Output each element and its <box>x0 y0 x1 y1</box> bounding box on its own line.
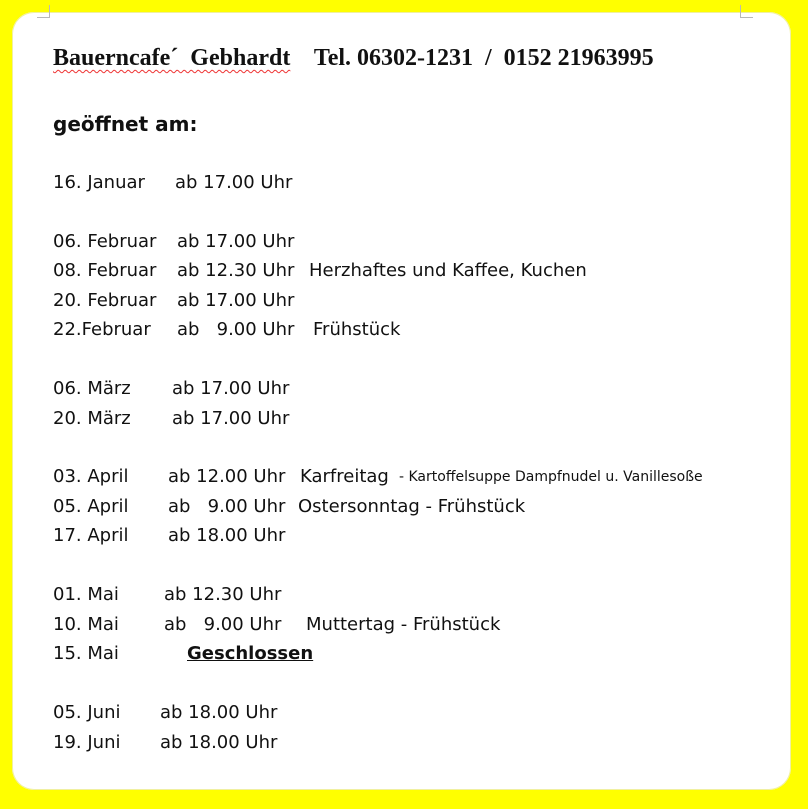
entry-date: 20. März <box>53 408 131 429</box>
entry-extra: - Kartoffelsuppe Dampfnudel u. Vanillesoße <box>399 469 703 485</box>
entry-note: Ostersonntag - Frühstück <box>298 496 526 517</box>
entry-time: ab 9.00 Uhr <box>177 319 295 340</box>
entry-time: ab 12.30 Uhr <box>177 260 295 281</box>
opened-heading: geöffnet am: <box>53 112 198 136</box>
entry-date: 06. Februar <box>53 231 157 252</box>
entry-note: Karfreitag <box>300 466 389 487</box>
entry-time: ab 18.00 Uhr <box>160 702 278 723</box>
entry-time: ab 18.00 Uhr <box>168 525 286 546</box>
entry-date: 15. Mai <box>53 643 119 664</box>
entry-date: 22.Februar <box>53 319 151 340</box>
entry-date: 10. Mai <box>53 614 119 635</box>
phone-numbers: Tel. 06302-1231 / 0152 21963995 <box>313 45 654 71</box>
entry-date: 03. April <box>53 466 129 487</box>
entry-time: ab 9.00 Uhr <box>168 496 286 517</box>
entry-date: 06. März <box>53 378 131 399</box>
entry-time: ab 17.00 Uhr <box>175 172 293 193</box>
entry-date: 16. Januar <box>53 172 145 193</box>
page-corner-mark <box>740 5 753 18</box>
entry-time: ab 9.00 Uhr <box>164 614 282 635</box>
entry-time: ab 12.30 Uhr <box>164 584 282 605</box>
entry-time: ab 17.00 Uhr <box>172 378 290 399</box>
entry-time: ab 17.00 Uhr <box>177 231 295 252</box>
cafe-name: Bauerncafe´ Gebhardt <box>53 45 291 71</box>
entry-time: ab 17.00 Uhr <box>172 408 290 429</box>
entry-note: Frühstück <box>313 319 401 340</box>
page-corner-mark <box>37 5 50 18</box>
entry-note: Herzhaftes und Kaffee, Kuchen <box>309 260 587 281</box>
entry-note: Muttertag - Frühstück <box>306 614 501 635</box>
document-header <box>53 45 654 72</box>
entry-date: 05. Juni <box>53 702 121 723</box>
entry-time: ab 18.00 Uhr <box>160 732 278 753</box>
entry-date: 01. Mai <box>53 584 119 605</box>
entry-date: 05. April <box>53 496 129 517</box>
entry-date: 20. Februar <box>53 290 157 311</box>
closed-label: Geschlossen <box>187 643 314 664</box>
entry-time: ab 17.00 Uhr <box>177 290 295 311</box>
entry-date: 08. Februar <box>53 260 157 281</box>
entry-date: 17. April <box>53 525 129 546</box>
entry-date: 19. Juni <box>53 732 121 753</box>
entry-time: ab 12.00 Uhr <box>168 466 286 487</box>
